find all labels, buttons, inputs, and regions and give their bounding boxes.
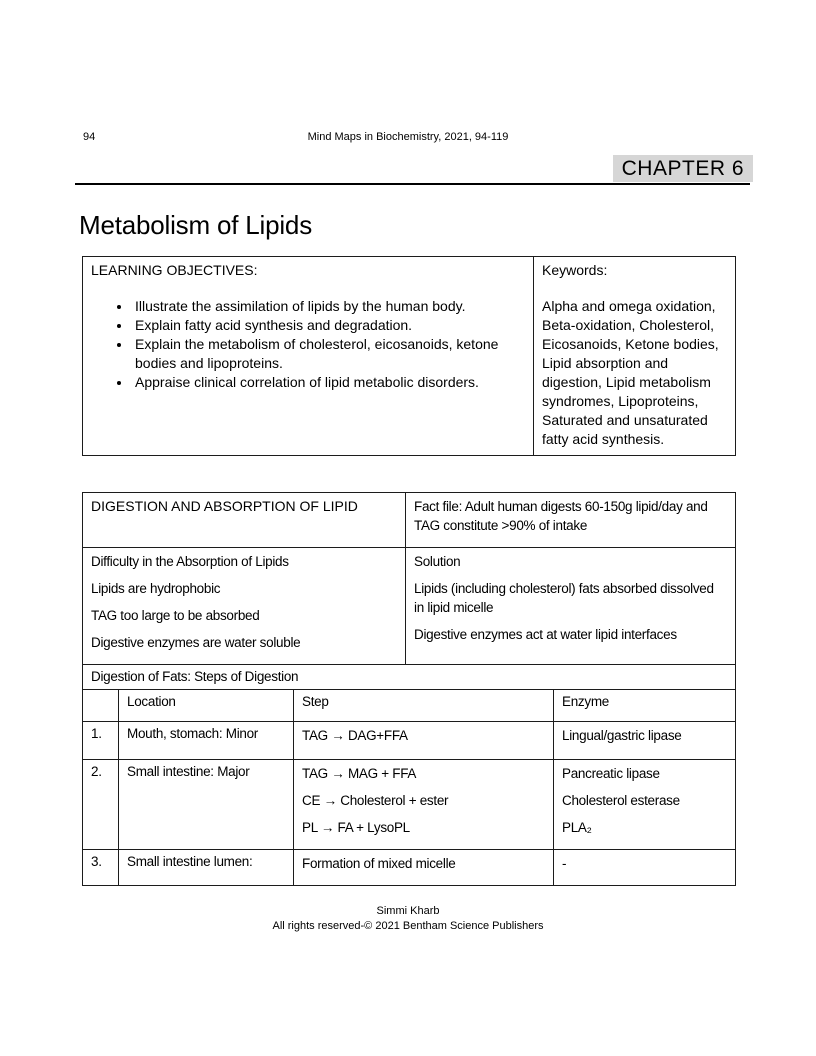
digestion-title-row: [83, 493, 736, 548]
digestion-table: [82, 492, 736, 886]
page-number: 94: [83, 131, 96, 143]
step-cell: [294, 850, 554, 886]
enzyme-cell: [554, 850, 736, 886]
difficulty-item: TAG too large to be absorbed: [91, 608, 260, 623]
step-item: TAG → MAG + FFA: [302, 766, 417, 781]
steps-heading-row: [83, 665, 736, 690]
row-number: 3.: [83, 850, 119, 886]
chapter-badge: CHAPTER 6: [613, 155, 753, 182]
solution-cell: [406, 548, 736, 665]
keywords-cell: [534, 257, 736, 456]
table-row: [83, 760, 736, 850]
learning-objectives-heading: LEARNING OBJECTIVES:: [91, 262, 258, 278]
step-cell: [294, 722, 554, 760]
solution-heading: Solution: [414, 554, 461, 569]
steps-header-row: [83, 690, 736, 722]
enzyme-cell: [554, 760, 736, 850]
footer-copyright: All rights reserved-© 2021 Bentham Science Publishers: [272, 920, 544, 932]
keywords-heading: Keywords:: [542, 262, 608, 278]
location-column-header: Location: [119, 690, 294, 722]
fact-file-cell: [406, 493, 736, 548]
running-title: Mind Maps in Biochemistry, 2021, 94-119: [307, 131, 509, 143]
learning-objectives-cell: [83, 257, 534, 456]
row-number: 2.: [83, 760, 119, 850]
objective-item: • Explain fatty acid synthesis and degradation.: [132, 316, 525, 335]
enzyme-item: Cholesterol esterase: [562, 793, 680, 808]
difficulty-solution-row: [83, 548, 736, 665]
enzyme-item: Pancreatic lipase: [562, 766, 660, 781]
step-column-header: Step: [294, 690, 554, 722]
solution-item: Lipids (including cholesterol) fats absorbed dissolved in lipid micelle: [414, 581, 714, 615]
objectives-list: [91, 297, 525, 392]
difficulty-item: Lipids are hydrophobic: [91, 581, 221, 596]
objective-item: • Illustrate the assimilation of lipids by the human body.: [132, 297, 525, 316]
enzyme-item: Lingual/gastric lipase: [562, 728, 682, 743]
location-cell: Mouth, stomach: Minor: [119, 722, 294, 760]
page-footer: [0, 904, 816, 934]
enzyme-item: PLA₂: [562, 820, 592, 835]
enzyme-item: -: [562, 856, 567, 871]
table-row: [83, 850, 736, 886]
step-item: Formation of mixed micelle: [302, 856, 456, 871]
steps-heading-cell: Digestion of Fats: Steps of Digestion: [83, 665, 736, 690]
step-item: TAG → DAG+FFA: [302, 728, 408, 743]
enzyme-column-header: Enzyme: [554, 690, 736, 722]
objectives-row: [83, 257, 736, 456]
digestion-title-cell: DIGESTION AND ABSORPTION OF LIPID: [83, 493, 406, 548]
difficulty-item: Digestive enzymes are water soluble: [91, 635, 301, 650]
solution-item: Digestive enzymes act at water lipid interfaces: [414, 627, 677, 642]
difficulty-heading: Difficulty in the Absorption of Lipids: [91, 554, 289, 569]
location-cell: Small intestine: Major: [119, 760, 294, 850]
row-number: 1.: [83, 722, 119, 760]
fact-file-text: Fact file: Adult human digests 60-150g lipid/day and TAG constitute >90% of intake: [414, 499, 708, 533]
table-row: [83, 722, 736, 760]
objective-item: • Explain the metabolism of cholesterol, eicosanoids, ketone bodies and lipoproteins.: [132, 335, 525, 373]
enzyme-cell: [554, 722, 736, 760]
learning-objectives-table: [82, 256, 736, 456]
objective-item: • Appraise clinical correlation of lipid metabolic disorders.: [132, 373, 525, 392]
footer-author: Simmi Kharb: [376, 905, 440, 917]
keywords-text: Alpha and omega oxidation, Beta-oxidation, Cholesterol, Eicosanoids, Ketone bodies, Lipid absorption and digestion, Lipid metabolism syndromes, Lipoproteins, Saturated and unsaturated fatty acid synthesis.: [542, 298, 719, 447]
number-column-header: [83, 690, 119, 722]
step-item: CE → Cholesterol + ester: [302, 793, 449, 808]
header-rule: [75, 183, 750, 185]
location-cell: Small intestine lumen:: [119, 850, 294, 886]
step-item: PL → FA + LysoPL: [302, 820, 410, 835]
page-title: Metabolism of Lipids: [79, 210, 312, 240]
difficulty-cell: [83, 548, 406, 665]
step-cell: [294, 760, 554, 850]
